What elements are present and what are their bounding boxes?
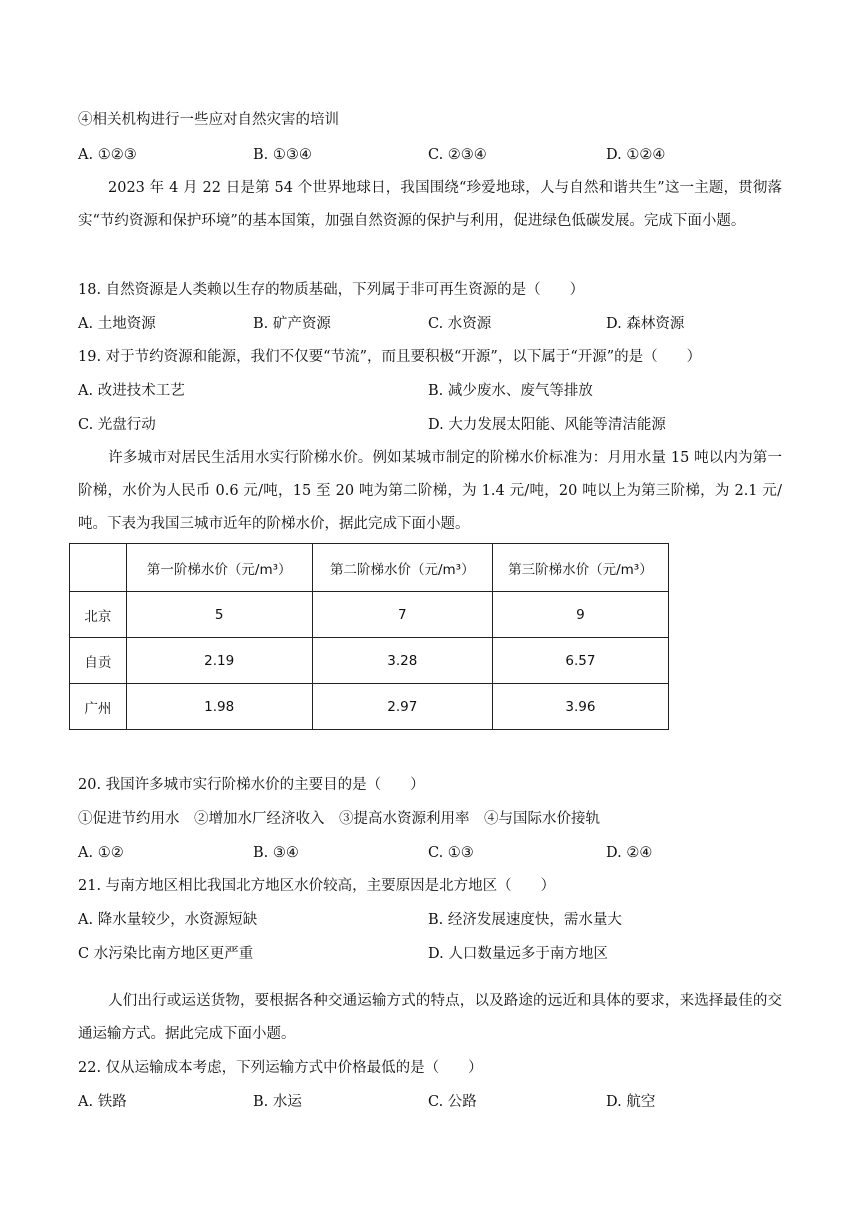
table-cell: 7 bbox=[312, 592, 492, 638]
q17-option-b: B. ①③④ bbox=[253, 147, 312, 163]
q20-option-a: A. ①② bbox=[78, 845, 124, 861]
table-header-cell: 第一阶梯水价（元/m³） bbox=[126, 544, 312, 592]
table-header-row bbox=[70, 544, 669, 592]
q22-option-c: C. 公路 bbox=[428, 1094, 477, 1110]
table-row bbox=[70, 638, 669, 684]
question-21: 21. 与南方地区相比我国北方地区水价较高，主要原因是北方地区（ ） bbox=[78, 878, 556, 894]
passage-transport-text: 人们出行或运送货物，要根据各种交通运输方式的特点，以及路途的远近和具体的要求，来选择最佳的交通运输方式。据此完成下面小题。 bbox=[78, 993, 782, 1042]
table-row bbox=[70, 684, 669, 730]
table-cell: 5 bbox=[126, 592, 312, 638]
table-cell: 9 bbox=[492, 592, 668, 638]
q18-option-a: A. 土地资源 bbox=[78, 316, 156, 332]
q19-option-b: B. 减少废水、废气等排放 bbox=[428, 383, 593, 399]
question-19: 19. 对于节约资源和能源，我们不仅要“节流”，而且要积极“开源”，以下属于“开源”的是（ ） bbox=[78, 349, 702, 365]
table-cell: 广州 bbox=[70, 684, 127, 730]
table-cell: 3.96 bbox=[492, 684, 668, 730]
table-row bbox=[70, 592, 669, 638]
q22-option-a: A. 铁路 bbox=[78, 1094, 127, 1110]
q19-option-a: A. 改进技术工艺 bbox=[78, 383, 185, 399]
table-cell: 北京 bbox=[70, 592, 127, 638]
table-header-cell: 第三阶梯水价（元/m³） bbox=[492, 544, 668, 592]
q22-option-b: B. 水运 bbox=[253, 1094, 302, 1110]
table-cell: 2.97 bbox=[312, 684, 492, 730]
q20-option-b: B. ③④ bbox=[253, 845, 299, 861]
q20-option-d: D. ②④ bbox=[606, 845, 653, 861]
q20-items: ①促进节约用水 ②增加水厂经济收入 ③提高水资源利用率 ④与国际水价接轨 bbox=[78, 811, 600, 827]
q19-option-c: C. 光盘行动 bbox=[78, 417, 156, 433]
q17-option-a: A. ①②③ bbox=[78, 147, 137, 163]
q21-option-d: D. 人口数量远多于南方地区 bbox=[428, 946, 608, 962]
passage-water-price-text: 许多城市对居民生活用水实行阶梯水价。例如某城市制定的阶梯水价标准为：月用水量 15 吨以内为第一阶梯，水价为人民币 0.6 元/吨，15 至 20 吨为第二阶梯，为 1.4 元/吨，20 吨以上为第三阶梯，为 2.1 元/吨。下表为我国三城市近年的阶梯水价，据此完成下面小题。 bbox=[78, 450, 782, 532]
water-price-table bbox=[69, 543, 669, 730]
q18-option-d: D. 森林资源 bbox=[606, 316, 685, 332]
passage-earth-day-text: 2023 年 4 月 22 日是第 54 个世界地球日，我国围绕“珍爱地球，人与自然和谐共生”这一主题，贯彻落实“节约资源和保护环境”的基本国策，加强自然资源的保护与利用，促进绿色低碳发展。完成下面小题。 bbox=[78, 180, 782, 229]
question-20: 20. 我国许多城市实行阶梯水价的主要目的是（ ） bbox=[78, 777, 425, 793]
q17-option-c: C. ②③④ bbox=[428, 147, 487, 163]
q21-option-b: B. 经济发展速度快，需水量大 bbox=[428, 912, 622, 928]
table-cell: 3.28 bbox=[312, 638, 492, 684]
table-header-cell bbox=[70, 544, 127, 592]
q17-item-4: ④相关机构进行一些应对自然灾害的培训 bbox=[78, 112, 339, 128]
table-header-cell: 第二阶梯水价（元/m³） bbox=[312, 544, 492, 592]
question-22: 22. 仅从运输成本考虑，下列运输方式中价格最低的是（ ） bbox=[78, 1060, 483, 1076]
passage-water-price bbox=[78, 442, 782, 541]
q18-option-b: B. 矿产资源 bbox=[253, 316, 331, 332]
table-cell: 1.98 bbox=[126, 684, 312, 730]
passage-earth-day bbox=[78, 172, 782, 238]
q17-option-d: D. ①②④ bbox=[606, 147, 666, 163]
q20-option-c: C. ①③ bbox=[428, 845, 474, 861]
question-18: 18. 自然资源是人类赖以生存的物质基础，下列属于非可再生资源的是（ ） bbox=[78, 282, 585, 298]
table-cell: 6.57 bbox=[492, 638, 668, 684]
table-cell: 自贡 bbox=[70, 638, 127, 684]
q22-option-d: D. 航空 bbox=[606, 1094, 656, 1110]
q21-option-c: C 水污染比南方地区更严重 bbox=[78, 946, 254, 962]
q19-option-d: D. 大力发展太阳能、风能等清洁能源 bbox=[428, 417, 666, 433]
table-cell: 2.19 bbox=[126, 638, 312, 684]
q21-option-a: A. 降水量较少，水资源短缺 bbox=[78, 912, 258, 928]
q18-option-c: C. 水资源 bbox=[428, 316, 492, 332]
passage-transport bbox=[78, 985, 782, 1051]
